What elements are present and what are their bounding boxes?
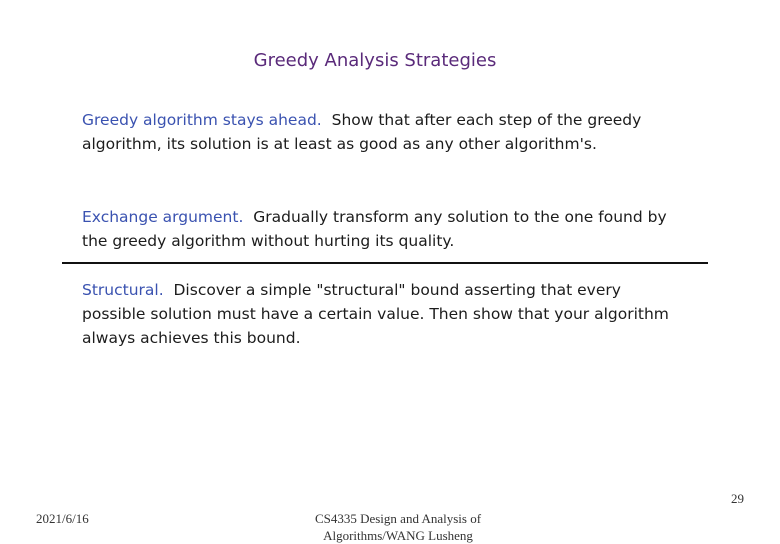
slide-title: Greedy Analysis Strategies (253, 50, 497, 71)
strategy-exchange-argument (82, 205, 682, 253)
strategy-heading: Greedy algorithm stays ahead. (82, 111, 322, 129)
strategy-structural (82, 278, 682, 350)
strategy-heading: Exchange argument. (82, 208, 244, 226)
footer-course (296, 510, 500, 544)
page-number: 29 (731, 491, 744, 506)
strategy-body: Discover a simple "structural" bound asserting that every possible solution must have a certain value. Then show that your algorithm always achieves this bound. (82, 281, 669, 347)
divider-line (62, 262, 708, 264)
footer-date: 2021/6/16 (36, 511, 89, 526)
course-line-1: CS4335 Design and Analysis of (314, 511, 482, 526)
strategy-body: Show that after each step of the greedy algorithm, its solution is at least as good as any other algorithm's. (82, 111, 642, 153)
strategy-stays-ahead (82, 108, 682, 156)
strategy-body: Gradually transform any solution to the one found by the greedy algorithm without hurting its quality. (82, 208, 667, 250)
strategy-heading: Structural. (82, 281, 164, 299)
course-line-2: Algorithms/WANG Lusheng (323, 528, 473, 543)
